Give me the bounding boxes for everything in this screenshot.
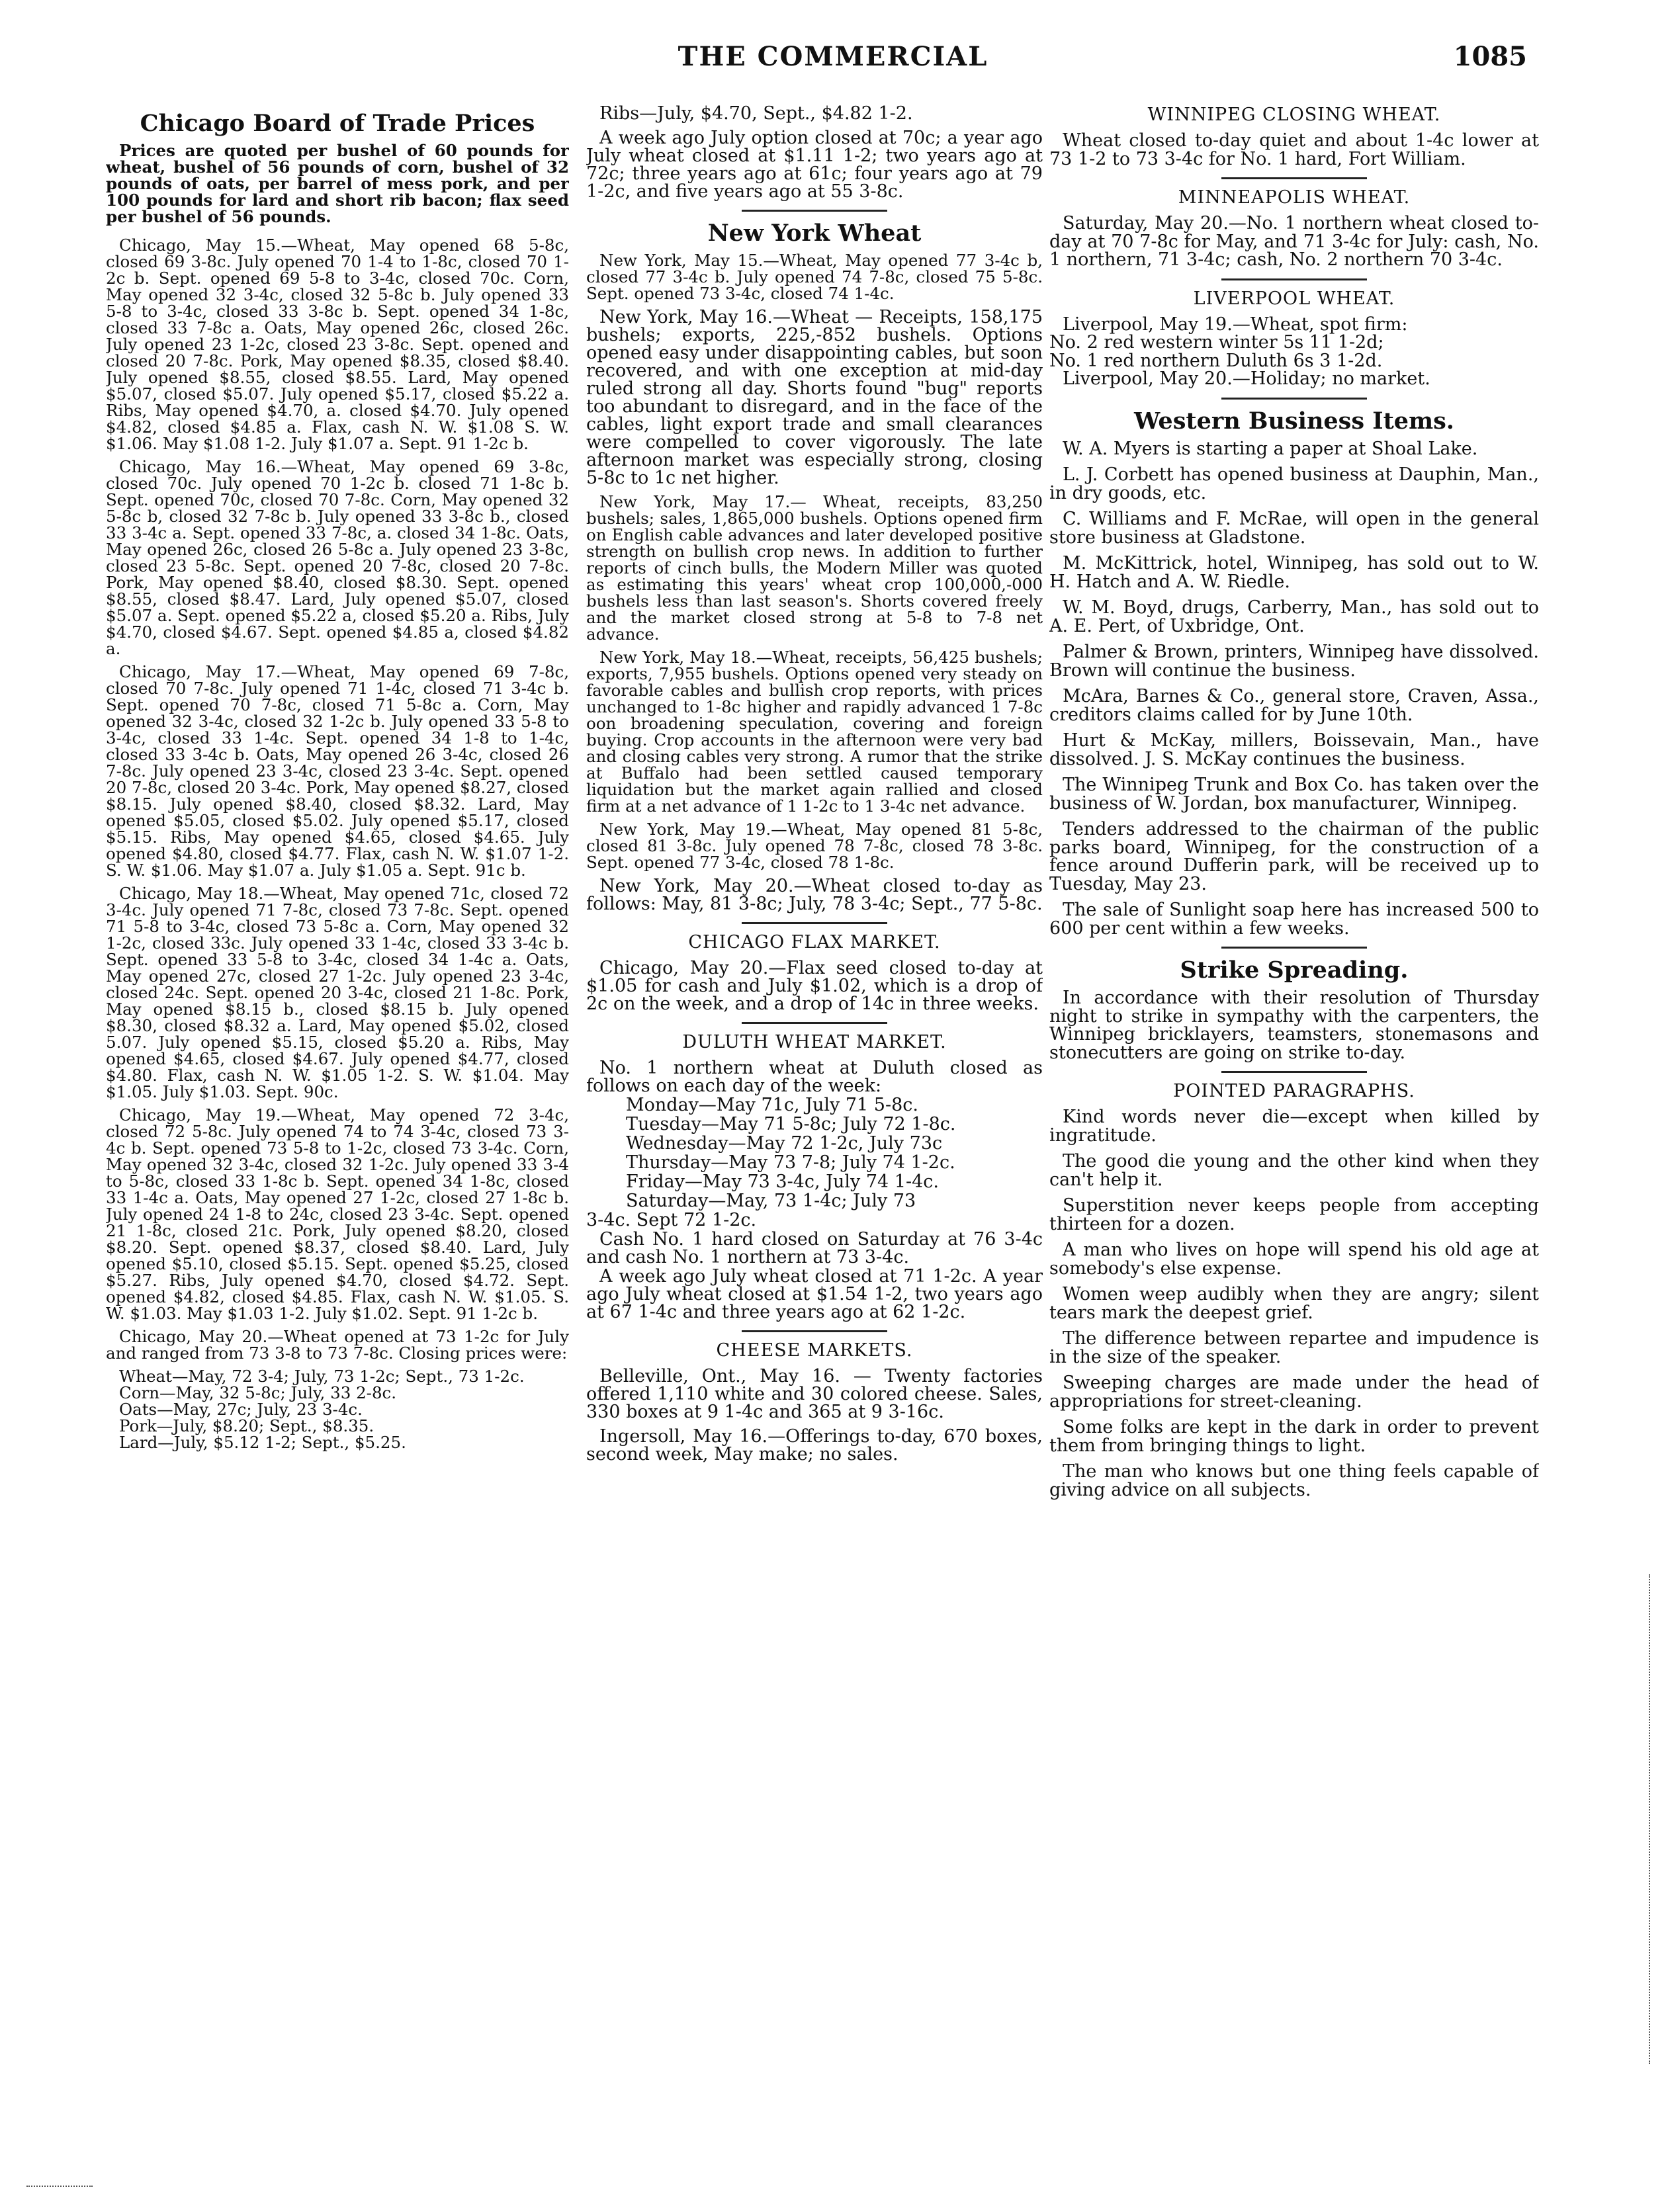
strike-spreading-title: Strike Spreading. [1180, 957, 1409, 984]
section-divider [1221, 177, 1367, 179]
pointed-item: Superstition never keeps people from accepting thirteen for a dozen. [1049, 1195, 1539, 1234]
business-item: McAra, Barnes & Co., general store, Craven, Assa., creditors claims called for by June 10th. [1049, 686, 1539, 725]
ny-may-19: New York, May 19.—Wheat, May opened 81 5-8c, closed 81 3-8c. July opened 78 7-8c, closed 78 3-8c. Sept. opened 77 3-4c, closed 78 1-8c. [586, 820, 1043, 872]
new-york-wheat-title: New York Wheat [707, 220, 922, 247]
duluth-intro: No. 1 northern wheat at Duluth closed as follows on each day of the week: [586, 1058, 1043, 1096]
duluth-tuesday: Tuesday—May 71 5-8c; July 72 1-8c. [626, 1114, 956, 1134]
cheese-markets-title: CHEESE MARKETS. [716, 1340, 913, 1361]
section-divider [742, 922, 887, 924]
pointed-item: Women weep audibly when they are angry; silent tears mark the deepest grief. [1049, 1284, 1539, 1323]
pointed-paragraphs-title: POINTED PARAGRAPHS. [1173, 1081, 1415, 1101]
ny-may-20: New York, May 20.—Wheat closed to-day as follows: May, 81 3-8c; July, 78 3-4c; Sept., 77 5-8c. [586, 876, 1043, 914]
business-item: W. A. Myers is starting a paper at Shoal Lake. [1063, 438, 1478, 459]
winnipeg-wheat-title: WINNIPEG CLOSING WHEAT. [1147, 105, 1441, 125]
ribs-line: Ribs—July, $4.70, Sept., $4.82 1-2. [599, 105, 913, 124]
cheese-ingersoll: Ingersoll, May 16.—Offerings to-day, 670 boxes, second week, May make; no sales. [586, 1426, 1043, 1465]
column-markets [586, 105, 1043, 2168]
pointed-item: A man who lives on hope will spend his old age at somebody's else expense. [1049, 1240, 1539, 1279]
pointed-item: The good die young and the other kind when they can't help it. [1049, 1151, 1539, 1190]
duluth-monday: Monday—May 71c, July 71 5-8c. [626, 1095, 918, 1115]
business-item: The Winnipeg Trunk and Box Co. has taken over the business of W. Jordan, box manufacturer, Winnipeg. [1049, 775, 1539, 814]
business-item: Palmer & Brown, printers, Winnipeg have dissolved. Brown will continue the business. [1049, 642, 1539, 681]
page-header [0, 41, 1666, 81]
duluth-saturday-wrap: 3-4c. Sept 72 1-2c. [586, 1210, 757, 1230]
ny-may-20-block [586, 877, 1043, 913]
strike-paragraph: In accordance with their resolution of Thursday night to strike in sympathy with the carpenters, the Winnipeg bricklayers, teamsters, stonemasons and stonecutters are going on strike to-day. [1049, 988, 1539, 1063]
ny-may-16: New York, May 16.—Wheat — Receipts, 158,175 bushels; exports, 225,-852 bushels. Options opened easy under disappointing cables, but soon recovered, and with one exception at mid-day ruled strong all day. Shorts found "bug" reports too abundant to disregard, and in the face of the cables, light export trade and small clearances were compelled to cover vigorously. The late afternoon market was especially strong, closing 5-8c to 1c net higher. [586, 307, 1043, 488]
flax-paragraph: Chicago, May 20.—Flax seed closed to-day at $1.05 for cash and July $1.02, which is a drop of 2c on the week, and a drop of 14c in three weeks. [586, 958, 1043, 1014]
flax-block [586, 959, 1043, 1013]
business-item: W. M. Boyd, drugs, Carberry, Man., has sold out to A. E. Pert, of Uxbridge, Ont. [1049, 597, 1539, 636]
closing-lard: Lard—July, $5.12 1-2; Sept., $5.25. [119, 1433, 406, 1452]
section-divider [1221, 947, 1367, 949]
page-number: 1085 [1453, 41, 1527, 72]
column-business [1049, 105, 1539, 2168]
week-ago-note: A week ago July option closed at 70c; a year ago July wheat closed at $1.11 1-2; two years ago at 72c; three years ago at 61c; four years ago at 79 1-2c, and five years ago at 55 3-8c. [586, 128, 1043, 202]
chicago-may-18: Chicago, May 18.—Wheat, May opened 71c, closed 72 3-4c. July opened 71 7-8c, closed 73 7-8c. Sept. opened 71 5-8 to 3-4c, closed 73 5-8c a. Corn, May opened 32 1-2c, closed 33c. July opened 33 1-4c, closed 33 3-4c b. Sept. opened 33 5-8 to 3-4c, closed 34 1-4c a. Oats, May opened 27c, closed 27 1-2c. July opened 23 3-4c, closed 24c. Sept. opened 20 3-4c, closed 21 1-8c. Pork, May opened $8.15 b., closed $8.15 b. July opened $8.30, closed $8.32 a. Lard, May opened $5.02, closed 5.07. July opened $5.15, closed $5.20 a. Ribs, May opened $4.65, closed $4.67. July opened $4.77, closed $4.80. Flax, cash N. W. $1.05 1-2. S. W. $1.04. May $1.05. July $1.03. Sept. 90c. [106, 884, 569, 1101]
duluth-saturday: Saturday—May, 73 1-4c; July 73 [626, 1191, 916, 1211]
duluth-thursday: Thursday—May 73 7-8; July 74 1-2c. [626, 1152, 955, 1173]
duluth-wheat-title: DULUTH WHEAT MARKET. [682, 1032, 947, 1052]
section-divider [742, 210, 887, 212]
duluth-cash: Cash No. 1 hard closed on Saturday at 76 3-4c and cash No. 1 northern at 73 3-4c. [586, 1229, 1043, 1267]
chicago-may-17: Chicago, May 17.—Wheat, May opened 69 7-8c, closed 70 7-8c. July opened 71 1-4c, closed 71 3-4c b. Sept. opened 70 7-8c, closed 71 5-8c a. Corn, May opened 32 3-4c, closed 32 1-2c b. July opened 33 5-8 to 3-4c, closed 33 1-4c. Sept. opened 34 1-8 to 1-4c, closed 33 3-4c b. Oats, May opened 26 3-4c, closed 26 7-8c. July opened 23 3-4c, closed 23 3-4c. Sept. opened 20 7-8c, closed 20 3-4c. Pork, May opened $8.27, closed $8.15. July opened $8.40, closed $8.32. Lard, May opened $5.05, closed $5.02. July opened $5.17, closed $5.15. Ribs, May opened $4.65, closed $4.65. July opened $4.80, closed $4.77. Flax, cash N. W. $1.07 1-2. S. W. $1.06. May $1.07 a. July $1.05 a. Sept. 91c b. [106, 662, 569, 880]
closing-oats: Oats—May, 27c; July, 23 3-4c. [119, 1400, 363, 1419]
duluth-week-ago: A week ago July wheat closed at 71 1-2c. A year ago July wheat closed at $1.54 1-2, two years ago at 67 1-4c and three years ago at 62 1-2c. [586, 1266, 1043, 1322]
section-divider [1221, 1071, 1367, 1073]
pointed-item: The difference between repartee and impudence is in the size of the speaker. [1049, 1328, 1539, 1367]
scan-foot-mark [26, 2186, 93, 2191]
business-item: Tenders addressed to the chairman of the public parks board, Winnipeg, for the construction of a fence around Dufferin park, will be received up to Tuesday, May 23. [1049, 819, 1539, 894]
section-divider [742, 1330, 887, 1332]
liverpool-line-2: No. 2 red western winter 5s 11 1-2d; [1049, 332, 1384, 353]
closing-wheat: Wheat—May, 72 3-4; July, 73 1-2c; Sept., 73 1-2c. [119, 1367, 525, 1386]
column-chicago-prices [106, 105, 569, 2168]
pointed-item: Kind words never die—except when killed by ingratitude. [1049, 1107, 1539, 1146]
chicago-board-intro: Prices are quoted per bushel of 60 pounds for wheat, bushel of 56 pounds of corn, bushel of 32 pounds of oats, per barrel of mess pork, and per 100 pounds for lard and short rib bacon; flax seed per bushel of 56 pounds. [106, 141, 569, 226]
ny-may-17: New York, May 17.— Wheat, receipts, 83,250 bushels; sales, 1,865,000 bushels. Options opened firm on English cable advances and later developed positive strength on bullish crop news. In addition to further reports of cinch bulls, the Modern Miller was quoted as estimating this years' wheat crop 100,000,-000 bushels less than last season's. Shorts covered freely and the market closed strong at 5-8 to 7-8 net advance. [586, 492, 1043, 644]
duluth-block [586, 1059, 1043, 1321]
chicago-may-15: Chicago, May 15.—Wheat, May opened 68 5-8c, closed 69 3-8c. July opened 70 1-4 to 1-8c, closed 70 1-2c b. Sept. opened 69 5-8 to 3-4c, closed 70c. Corn, May opened 32 3-4c, closed 32 5-8c b. July opened 33 5-8 to 3-4c, closed 33 3-8c b. Sept. opened 34 1-8c, closed 33 7-8c a. Oats, May opened 26c, closed 26c. July opened 23 1-2c, closed 23 3-8c. Sept. opened and closed 20 7-8c. Pork, May opened $8.35, closed $8.40. July opened $8.55, closed $8.55. Lard, May opened $5.07, closed $5.07. July opened $5.17, closed $5.22 a. Ribs, May opened $4.70, a. closed $4.70. July opened $4.82, closed $4.85 a. Flax, cash N. W. $1.08 S. W. $1.06. May $1.08 1-2. July $1.07 a. Sept. 91 1-2c b. [106, 235, 569, 453]
chicago-board-title: Chicago Board of Trade Prices [140, 110, 535, 137]
winnipeg-paragraph: Wheat closed to-day quiet and about 1-4c lower at 73 1-2 to 73 3-4c for No. 1 hard, Fort William. [1049, 130, 1539, 169]
chicago-may-16: Chicago, May 16.—Wheat, May opened 69 3-8c, closed 70c. July opened 70 1-2c b. closed 71 1-8c b. Sept. opened 70c, closed 70 7-8c. Corn, May opened 32 5-8c b, closed 32 7-8c b. July opened 33 3-8c b., closed 33 3-4c a. Sept. opened 33 7-8c, a. closed 34 1-8c. Oats, May opened 26c, closed 26 5-8c a. July opened 23 3-8c, closed 23 5-8c. Sept. opened 20 7-8c, closed 20 7-8c. Pork, May opened $8.40, closed $8.30. Sept. opened $8.55, closed $8.47. Lard, July opened $5.07, closed $5.07 a. Sept. opened $5.22 a, closed $5.20 a. Ribs, July $4.70, closed $4.67. Sept. opened $4.85 a, closed $4.82 a. [106, 457, 569, 658]
minneapolis-wheat-title: MINNEAPOLIS WHEAT. [1178, 187, 1411, 208]
section-divider [1221, 398, 1367, 400]
western-business-title: Western Business Items. [1133, 407, 1454, 435]
business-item: Hurt & McKay, millers, Boissevain, Man., have dissolved. J. S. McKay continues the business. [1049, 730, 1539, 769]
duluth-wednesday: Wednesday—May 72 1-2c, July 73c [626, 1133, 943, 1154]
business-item: M. McKittrick, hotel, Winnipeg, has sold out to W. H. Hatch and A. W. Riedle. [1049, 553, 1539, 592]
closing-pork: Pork—July, $8.20; Sept., $8.35. [119, 1416, 374, 1435]
ny-may-15: New York, May 15.—Wheat, May opened 77 3-4c b, closed 77 3-4c b. July opened 74 7-8c, closed 75 5-8c. Sept. opened 73 3-4c, closed 74 1-4c. [586, 251, 1043, 303]
liverpool-holiday: Liverpool, May 20.—Holiday; no market. [1063, 368, 1430, 389]
cheese-block [586, 1367, 1043, 1463]
section-divider [1221, 278, 1367, 280]
closing-prices [106, 1368, 569, 1451]
ny-may-18: New York, May 18.—Wheat, receipts, 56,425 bushels; exports, 7,955 bushels. Options opened very steady on favorable cables and bullish crop reports, with prices unchanged to 1-8c higher and rapidly advanced 1 7-8c oon broadening speculation, covering and foreign buying. Crop accounts in the afternoon were very bad and closing cables very strong. A rumor that the strike at Buffalo had been settled caused temporary liquidation but the market again rallied and closed firm at a net advance of 1 1-2c to 1 3-4c net advance. [586, 648, 1043, 816]
pointed-item: The man who knows but one thing feels capable of giving advice on all subjects. [1049, 1461, 1539, 1500]
liverpool-wheat-title: LIVERPOOL WHEAT. [1193, 288, 1395, 309]
business-item: C. Williams and F. McRae, will open in the general store business at Gladstone. [1049, 509, 1539, 548]
duluth-friday: Friday—May 73 3-4c, July 74 1-4c. [626, 1171, 940, 1192]
cheese-belleville: Belleville, Ont., May 16. — Twenty factories offered 1,110 white and 30 colored cheese. Sales, 330 boxes at 9 1-4c and 365 at 9 3-16c. [586, 1366, 1043, 1422]
ny-may-16-block [586, 308, 1043, 487]
liverpool-line-3: No. 1 red northern Duluth 6s 3 1-2d. [1049, 350, 1383, 371]
chicago-flax-title: CHICAGO FLAX MARKET. [688, 932, 941, 953]
publication-title: THE COMMERCIAL [678, 41, 988, 72]
pointed-item: Some folks are kept in the dark in order to prevent them from bringing things to light. [1049, 1417, 1539, 1456]
liverpool-block [1049, 316, 1539, 370]
chicago-continuation [586, 105, 1043, 200]
minneapolis-paragraph: Saturday, May 20.—No. 1 northern wheat closed to-day at 70 7-8c for May, and 71 3-4c for July: cash, No. 1 northern, 71 3-4c; cash, No. 2 northern 70 3-4c. [1049, 213, 1539, 270]
business-item: The sale of Sunlight soap here has increased 500 to 600 per cent within a few weeks. [1049, 900, 1539, 939]
scan-edge-mark [1649, 1574, 1654, 2064]
section-divider [742, 1022, 887, 1024]
chicago-may-20: Chicago, May 20.—Wheat opened at 73 1-2c for July and ranged from 73 3-8 to 73 7-8c. Closing prices were: [106, 1327, 569, 1363]
closing-corn: Corn—May, 32 5-8c; July, 33 2-8c. [119, 1383, 397, 1402]
chicago-may-19: Chicago, May 19.—Wheat, May opened 72 3-4c, closed 72 5-8c. July opened 74 to 74 3-4c, closed 73 3-4c b. Sept. opened 73 5-8 to 1-2c, closed 73 3-4c. Corn, May opened 32 3-4c, closed 32 1-2c. July opened 33 3-4 to 5-8c, closed 33 1-8c b. Sept. opened 34 1-8c, closed 33 1-4c a. Oats, May opened 27 1-2c, closed 27 1-8c b. July opened 24 1-8 to 24c, closed 23 3-4c. Sept. opened 21 1-8c, closed 21c. Pork, July opened $8.20, closed $8.20. Sept. opened $8.37, closed $8.40. Lard, July opened $5.10, closed $5.15. Sept. opened $5.25, closed $5.27. Ribs, July opened $4.70, closed $4.72. Sept. opened $4.82, closed $4.85. Flax, cash N. W. $1.05. S. W. $1.03. May $1.03 1-2. July $1.02. Sept. 91 1-2c b. [106, 1105, 569, 1323]
pointed-item: Sweeping charges are made under the head of appropriations for street-cleaning. [1049, 1373, 1539, 1412]
liverpool-line-1: Liverpool, May 19.—Wheat, spot firm: [1063, 314, 1408, 335]
business-item: L. J. Corbett has opened business at Dauphin, Man., in dry goods, etc. [1049, 464, 1539, 503]
